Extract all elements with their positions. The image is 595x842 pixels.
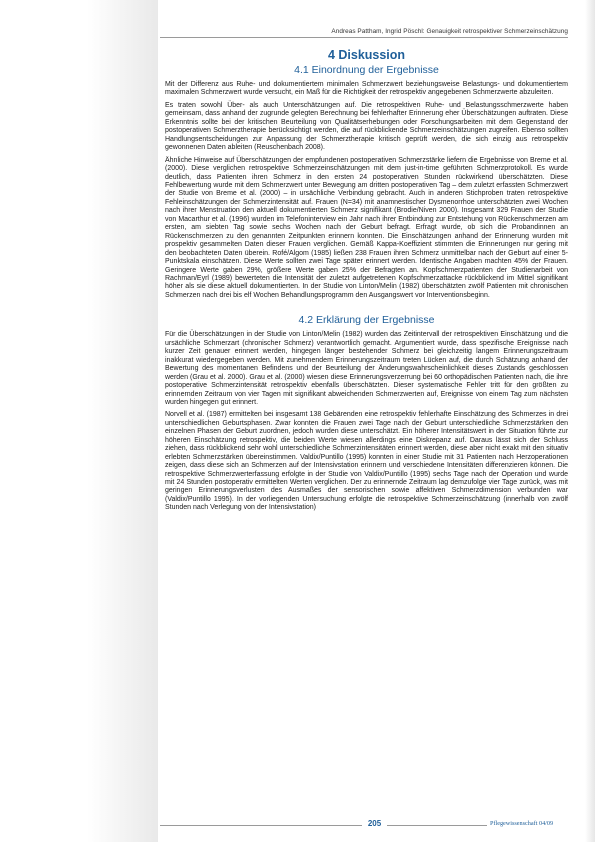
paragraph: Ähnliche Hinweise auf Überschätzungen der empfundenen postoperativen Schmerzstärke liefern die Ergebnisse von Breme et al. (2000). Diese verglichen retrospektive Schmerzeinschätzungen mit dem just-in-time geführten Schmerzprotokoll. Es wurde deutlich, dass Patienten ihren Schmerz in den ersten 24 postoperativen Stunden rückwirkend überschätzten. Diese Fehlbewertung wurde mit dem Schmerzwert unter Bewegung am dritten postoperativen Tag – dem zuletzt erfassten Schmerzwert der Studie von Breme et al. (2000) – in ursächliche Verbindung gebracht. Auch in anderen Stichproben traten retrospektive Fehleinschätzungen der Schmerzintensität auf. Frauen (N=34) mit anamnestischer Dysmenorrhoe unterschätzten zwei Wochen nach ihrer Menstruation den aktuell dokumentierten Schmerz signifikant (Brodie/Niven 2000). Insgesamt 329 Frauen der Studie von Macarthur et al. (1996) wurden im Telefoninterview ein Jahr nach ihrer Entbindung zur Entstehung von Rückenschmerzen am ersten, am siebten Tag sowie sechs Wochen nach der Geburt befragt. Erfragt wurde, ob sich die Probandinnen an Rückenschmerzen zu den genannten Zeitpunkten erinnern konnten. Die Einschätzungen anhand der Erinnerung wurden mit prospektiv gesammelten Daten dieser Frauen verglichen. Gemäß Kappa-Koeffizient stimmten die Erinnerungen nur gering mit den beobachteten Daten überein. Rofé/Algom (1985) ließen 238 Frauen ihren Schmerz unmittelbar nach der Geburt auf einer 5-Punktskala einschätzen. Diese Werte sollten zwei Tage später erinnert werden. Identische Angaben machten 45% der Frauen. Geringere Werte gaben 29%, größere Werte gaben 25% der Befragten an. Kopfschmerzpatienten der Studienarbeit von Rachman/Eyrl (1989) bewerteten die Intensität der zuletzt aufgetretenen Kopfschmerzattacke rückblickend im Mittel signifikant höher als sie diese aktuell dokumentierten. In der Studie von Linton/Melin (1982) überschätzten zwölf Patienten mit chronischen Schmerzen nach drei bis elf Wochen Behandlungsprogramm den Ausgangswert vor Interventionsbeginn. xyxy=(165,156,568,299)
section-title: 4 Diskussion xyxy=(327,48,406,62)
paragraph: Es traten sowohl Über- als auch Unterschätzungen auf. Die retrospektiven Ruhe- und Belastungsschmerzwerte haben gemeinsam, dass anhand der zugrunde gelegten Berechnung bei fehlerhafter Erinnerung eher Überschätzungen auftraten. Diese Erkenntnis sollte bei der kritischen Beurteilung von Qualitätserhebungen oder Forschungsarbeiten mit dem Gegenstand der postoperativen Schmerztherapie berücksichtigt werden, die auf rückblickende Schmerzeinschätzungen zugreifen. Ebenso sollten Handlungsentscheidungen zur Anpassung der Schmerztherapie kritisch geprüft werden, die sich einzig aus retrospektiv gewonnenen Daten ableiten (Reuschenbach 2008). xyxy=(165,101,568,152)
subsection-title-4-1: 4.1 Einordnung der Ergebnisse xyxy=(294,64,439,76)
paragraph: Für die Überschätzungen in der Studie von Linton/Melin (1982) wurden das Zeitintervall der retrospektiven Einschätzung und die ursächliche Schmerzart (chronischer Schmerz) verantwortlich gemacht. Argumentiert wurde, dass spezifische Ereignisse nach kurzer Zeit genauer erinnert werden, hingegen länger bestehender Schmerz bei gleichzeitig langem Erinnerungszeitraum inakkurat wiedergegeben werden. Mit zunehmendem Erinnerungszeitraum treten Lücken auf, die durch Schätzung anhand der Bewertung des momentanen Befindens und der Beurteilung der Änderungswahrscheinlichkeit dieses Zustands geschlossen werden (Grau et al. 2000). Grau et al. (2000) wiesen diese Erinnerungsverzerrung bei 60 orthopädischen Patienten nach, die ihre postoperative Schmerzintensität retrospektiv ebenfalls überschätzten. Dieser systematische Fehler tritt für den größten zu erinnernden Zeitraum von vier Tagen mit signifikant abweichenden Schmerzwerten auf, Ereignisse von einem Tag zum nächsten wurden hingegen gut erinnert. xyxy=(165,331,568,406)
page-footer xyxy=(160,820,580,832)
subsection-title-4-2: 4.2 Erklärung der Ergebnisse xyxy=(298,314,435,327)
header-rule xyxy=(160,37,568,38)
footer-rule xyxy=(160,825,362,826)
paragraph: Mit der Differenz aus Ruhe- und dokumentiertem minimalen Schmerzwert beziehungsweise Belastungs- und dokumentiertem maximalen Schmerzwert wurde versucht, ein Maß für die Richtigkeit der retrospektiv angegebenen Schmerzwerte abzuleiten. xyxy=(165,81,568,97)
article-body xyxy=(165,48,568,517)
journal-name: Pflegewissenschaft 04/09 xyxy=(490,820,554,827)
footer-rule xyxy=(387,825,487,826)
page-number: 205 xyxy=(367,819,382,828)
running-header: Andreas Pattham, Ingrid Pöschl: Genauigkeit retrospektiver Schmerzeinschätzung xyxy=(331,28,568,35)
paragraph: Norvell et al. (1987) ermittelten bei insgesamt 138 Gebärenden eine retrospektiv fehlerhafte Einschätzung des Schmerzes in drei unterschiedlichen Geburtsphasen. Zwar konnten die Frauen zwei Tage nach der Geburt unterschiedliche Schmerzstärken den einzelnen Phasen der Geburt zuordnen, jedoch wurden diese unterschätzt. Ein höherer Intensitätswert in der Situation führte zur höheren Einschätzung retrospektiv, die beiden Werte wiesen allerdings eine Diskrepanz auf. Daraus lässt sich der Schluss ziehen, dass rückblickend sehr wohl unterschiedliche Schmerzintensitäten erinnert werden, diese aber nicht exakt mit den situativ erlebten Schmerzstärken übereinstimmen. Valdix/Puntillo (1995) konnten in einer Studie mit 31 Patienten nach Herzoperationen zeigen, dass diese sich an Schmerzen auf der Intensivstation erinnern und verschiedene Intensitäten differenzieren können. Die retrospektive Schmerzwerterfassung erfolgte in der Studie von Valdix/Puntillo (1995) sechs Tage nach der Operation und wurde mit 24 Stunden postoperativ ermittelten Werten verglichen. Der zu erinnernde Zeitraum lag demzufolge vier Tage zurück, was mit geringen Erinnerungsverlusten des Ausmaßes der sensorischen sowie affektiven Schmerzdimension verbunden war (Valdix/Puntillo 1995). In der vorliegenden Untersuchung erfolgte die retrospektive Schmerzeinschätzung (innerhalb von zwölf Stunden nach Verlegung von der Intensivstation) xyxy=(165,411,568,512)
right-edge-band xyxy=(585,0,595,842)
sidebar-band xyxy=(0,0,158,842)
